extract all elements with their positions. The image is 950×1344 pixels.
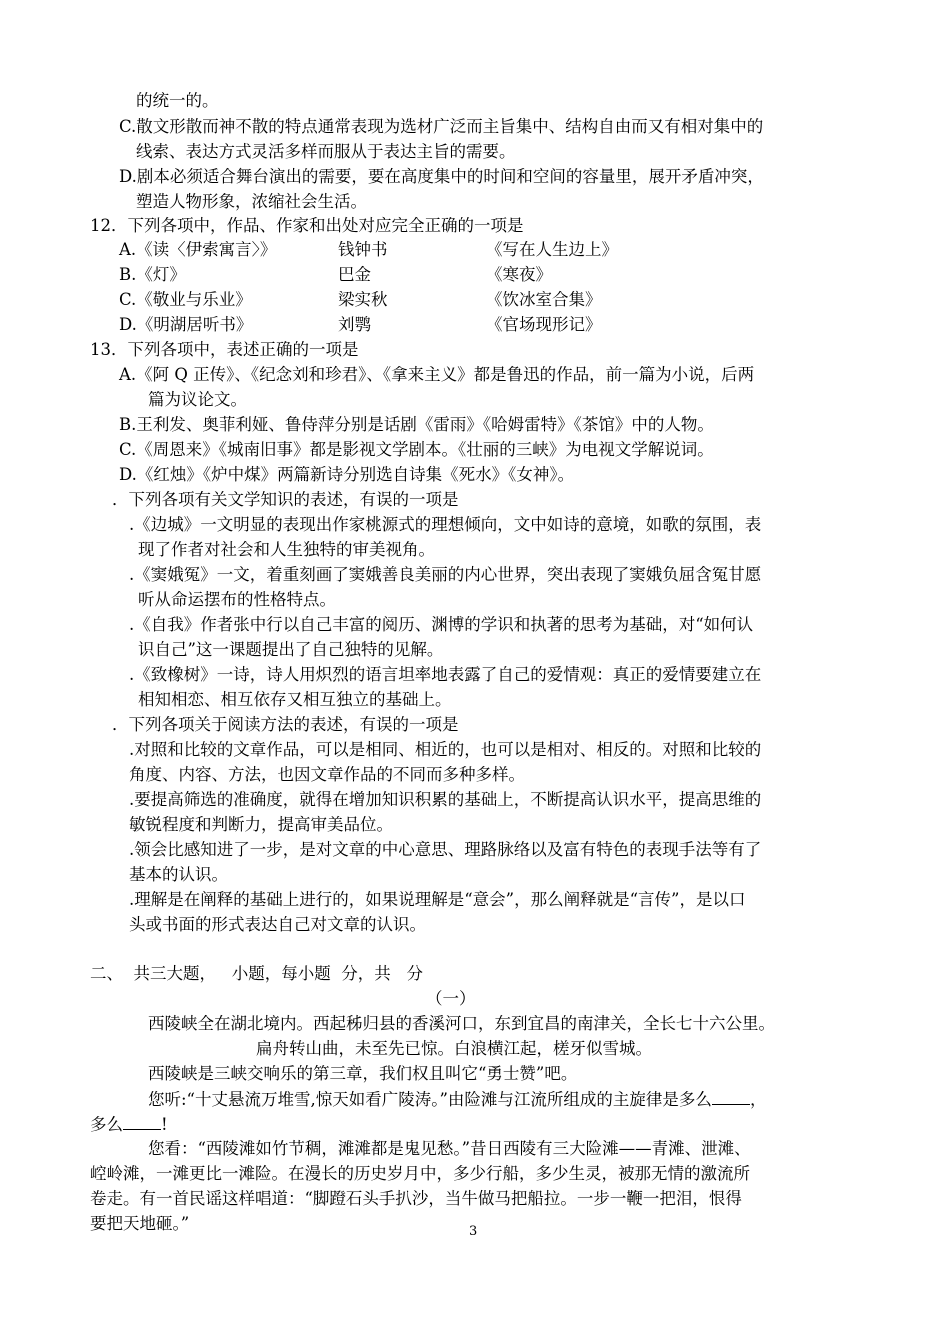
option-c: C.《周恩来》《城南旧事》都是影视文学剧本。《壮丽的三峡》为电视文学解说词。 [119, 440, 714, 459]
passage-paragraph-cont: 崆岭滩，一滩更比一滩险。在漫长的历史岁月中，多少行船，多少生灵，被那无情的激流所 [90, 1164, 750, 1183]
passage-text: ! [161, 1115, 168, 1134]
option-b-cont: 敏锐程度和判断力，提高审美品位。 [129, 815, 393, 834]
option-a: A.《阿 Q 正传》、《纪念刘和珍君》、《拿来主义》都是鲁迅的作品，前一篇为小说，后两 [119, 365, 755, 384]
question-14-stem: ．下列各项有关文学知识的表述，有误的一项是 [112, 490, 459, 509]
option-label: D.《明湖居听书》 [119, 315, 253, 334]
part-heading: （一） [426, 989, 476, 1008]
page-number: 3 [469, 1224, 478, 1239]
passage-poem: 扁舟转山曲，未至先已惊。白浪横江起，槎牙似雪城。 [256, 1039, 652, 1058]
section-heading: 二、 共三大题， 小题，每小题 分，共 分 [90, 964, 423, 983]
option-author: 巴金 [338, 265, 371, 284]
option-d-cont: 相知相恋、相互依存又相互独立的基础上。 [138, 690, 452, 709]
option-c: .《自我》作者张中行以自己丰富的阅历、渊博的学识和执著的思考为基础，对“如何认 [129, 615, 754, 634]
passage-paragraph-cont [90, 1113, 168, 1136]
passage-paragraph: 西陵峡全在湖北境内。西起秭归县的香溪河口，东到宜昌的南津关，全长七十六公里。 [148, 1014, 775, 1033]
passage-paragraph-cont: 要把天地砸。” [90, 1214, 190, 1233]
option-c: .领会比感知进了一步，是对文章的中心意思、理路脉络以及富有特色的表现手法等有了 [129, 840, 762, 859]
option-label: C.《敬业与乐业》 [119, 290, 252, 309]
question-15-stem: ．下列各项关于阅读方法的表述，有误的一项是 [112, 715, 459, 734]
passage-text: 多么 [90, 1115, 123, 1134]
option-source: 《饮冰室合集》 [486, 290, 602, 309]
question-13-stem: 13．下列各项中，表述正确的一项是 [90, 340, 359, 359]
text-line: 线索、表达方式灵活多样而服从于表达主旨的需要。 [136, 142, 516, 161]
text-line: 的统一的。 [136, 91, 219, 110]
option-label: B.《灯》 [119, 265, 186, 284]
option-d: .理解是在阐释的基础上进行的，如果说理解是“意会”，那么阐释就是“言传”，是以口 [129, 890, 746, 909]
option-a: .《边城》一文明显的表现出作家桃源式的理想倾向，文中如诗的意境，如歌的氛围，表 [129, 515, 762, 534]
option-source: 《写在人生边上》 [486, 240, 618, 259]
option-b: B.王利发、奥菲利娅、鲁侍萍分别是话剧《雷雨》《哈姆雷特》《茶馆》中的人物。 [119, 415, 714, 434]
option-label: A.《读〈伊索寓言〉》 [119, 240, 277, 259]
passage-paragraph: 西陵峡是三峡交响乐的第三章，我们权且叫它“勇士赞”吧。 [148, 1064, 578, 1083]
option-a-cont: 角度、内容、方法，也因文章作品的不同而多种多样。 [129, 765, 525, 784]
option-d: .《致橡树》一诗，诗人用炽烈的语言坦率地表露了自己的爱情观：真正的爱情要建立在 [129, 665, 762, 684]
passage-text: 您听:“十丈悬流万堆雪,惊天如看广陵涛。”由险滩与江流所组成的主旋律是多么 [148, 1090, 712, 1109]
option-d: D.《红烛》《炉中煤》两篇新诗分别选自诗集《死水》《女神》。 [119, 465, 575, 484]
fill-blank-1[interactable] [712, 1088, 750, 1105]
text-line: 塑造人物形象，浓缩社会生活。 [136, 192, 367, 211]
option-source: 《官场现形记》 [486, 315, 602, 334]
option-d-cont: 头或书面的形式表达自己对文章的认识。 [129, 915, 426, 934]
passage-text: ， [749, 1090, 767, 1109]
passage-paragraph-cont: 卷走。有一首民谣这样唱道：“脚蹬石头手扒沙，当牛做马把船拉。一步一鞭一把泪，恨得 [90, 1189, 742, 1208]
option-author: 梁实秋 [338, 290, 388, 309]
option-author: 刘鹗 [338, 315, 371, 334]
fill-blank-2[interactable] [123, 1113, 161, 1130]
option-b: .《窦娥冤》一文，着重刻画了窦娥善良美丽的内心世界，突出表现了窦娥负屈含冤甘愿 [129, 565, 762, 584]
text-line: D.剧本必须适合舞台演出的需要，要在高度集中的时间和空间的容量里，展开矛盾冲突， [119, 167, 764, 186]
option-a-cont: 篇为议论文。 [148, 390, 247, 409]
option-source: 《寒夜》 [486, 265, 552, 284]
option-author: 钱钟书 [338, 240, 388, 259]
option-b-cont: 听从命运摆布的性格特点。 [138, 590, 336, 609]
question-12-stem: 12．下列各项中，作品、作家和出处对应完全正确的一项是 [90, 216, 524, 235]
option-a-cont: 现了作者对社会和人生独特的审美视角。 [138, 540, 435, 559]
passage-paragraph [148, 1088, 766, 1111]
option-c-cont: 识自己”这一课题提出了自己独特的见解。 [138, 640, 444, 659]
option-b: .要提高筛选的准确度，就得在增加知识积累的基础上，不断提高认识水平，提高思维的 [129, 790, 762, 809]
option-a: .对照和比较的文章作品，可以是相同、相近的，也可以是相对、相反的。对照和比较的 [129, 740, 762, 759]
option-c-cont: 基本的认识。 [129, 865, 228, 884]
text-line: C.散文形散而神不散的特点通常表现为选材广泛而主旨集中、结构自由而又有相对集中的 [119, 117, 764, 136]
passage-paragraph: 您看：“西陵滩如竹节稠，滩滩都是鬼见愁。”昔日西陵有三大险滩——青滩、泄滩、 [148, 1139, 751, 1158]
